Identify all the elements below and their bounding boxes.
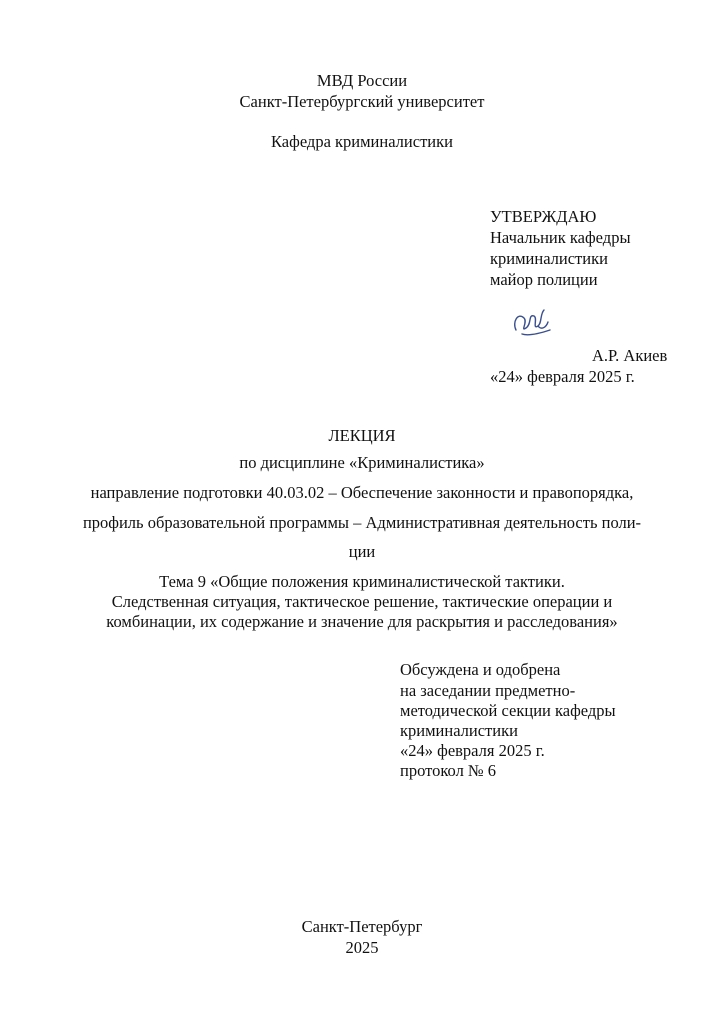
approval-position-line2: криминалистики — [490, 249, 608, 268]
lecture-topic-line1: Тема 9 «Общие положения криминалистической тактики. — [159, 572, 565, 591]
discussion-line2: на заседании предметно- — [400, 681, 576, 700]
lecture-topic-line2: Следственная ситуация, тактическое решение, тактические операции и — [111, 592, 613, 611]
lecture-profile-line1: профиль образовательной программы – Административная деятельность поли- — [82, 513, 642, 532]
approval-position-line1: Начальник кафедры — [490, 228, 631, 247]
ministry-name: МВД России — [316, 71, 408, 90]
signature-image — [508, 304, 554, 342]
university-name: Санкт-Петербургский университет — [239, 92, 485, 111]
lecture-discipline: по дисциплине «Криминалистика» — [239, 453, 485, 472]
footer-city: Санкт-Петербург — [301, 917, 423, 936]
lecture-topic-line3: комбинации, их содержание и значение для раскрытия и расследования» — [106, 612, 618, 631]
approval-date: «24» февраля 2025 г. — [490, 367, 635, 386]
discussion-line3: методической секции кафедры — [400, 701, 616, 720]
approval-rank: майор полиции — [490, 270, 598, 289]
lecture-profile-line2: ции — [348, 542, 376, 561]
discussion-line4: криминалистики — [400, 721, 518, 740]
approver-name: А.Р. Акиев — [592, 346, 668, 365]
discussion-date: «24» февраля 2025 г. — [400, 741, 545, 760]
discussion-line1: Обсуждена и одобрена — [400, 660, 561, 679]
discussion-protocol: протокол № 6 — [400, 761, 497, 780]
approval-title: УТВЕРЖДАЮ — [490, 207, 597, 226]
lecture-direction: направление подготовки 40.03.02 – Обеспечение законности и правопорядка, — [90, 483, 634, 502]
footer-year: 2025 — [345, 938, 379, 957]
department-name: Кафедра криминалистики — [271, 132, 453, 151]
lecture-title: ЛЕКЦИЯ — [328, 426, 396, 445]
